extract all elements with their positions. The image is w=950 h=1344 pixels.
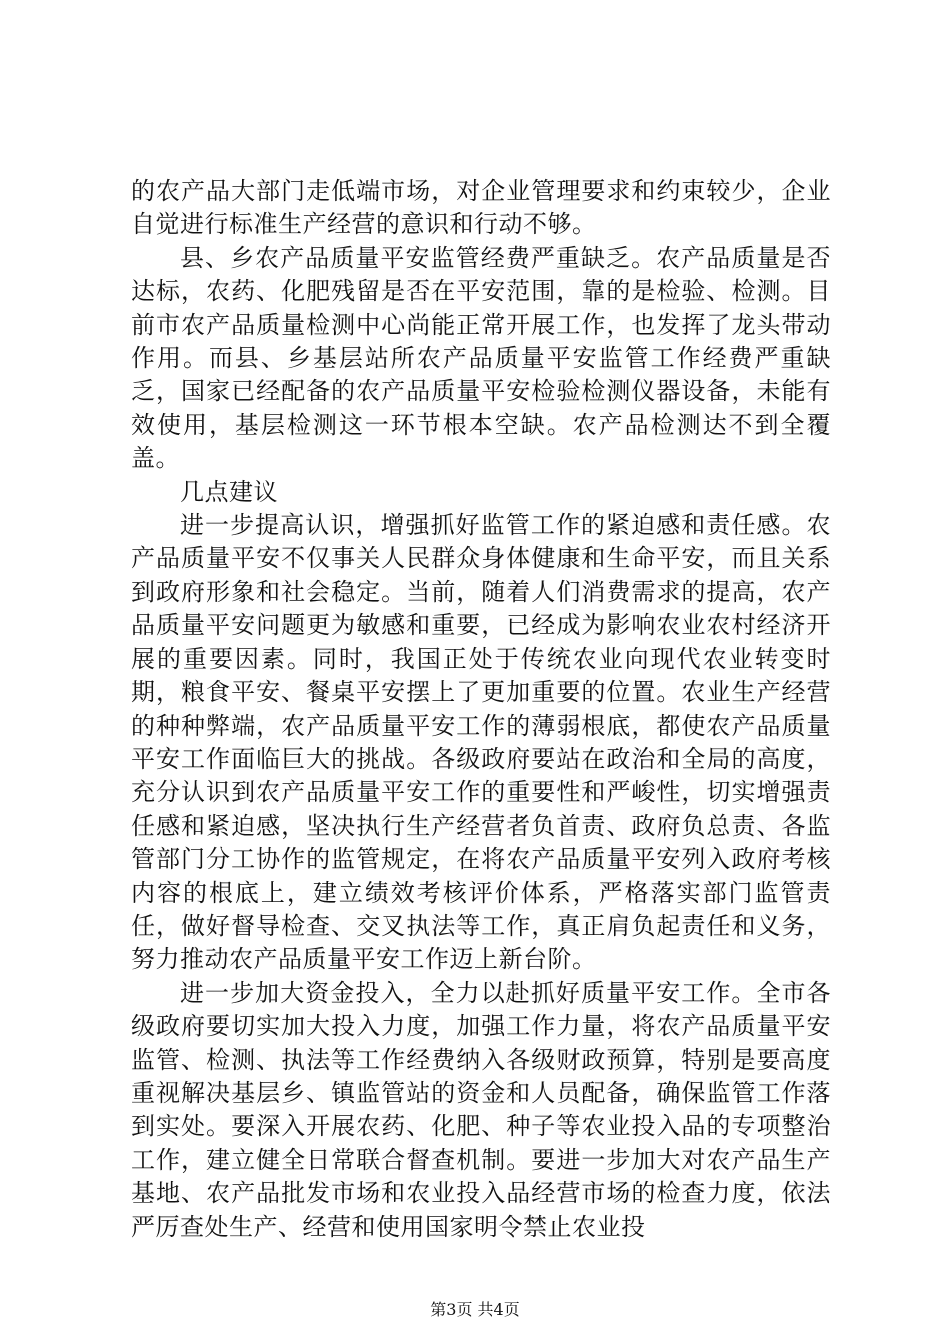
section-heading-suggestions: 几点建议 bbox=[180, 477, 278, 506]
page-number-footer: 第3页 共4页 bbox=[430, 1300, 520, 1319]
paragraph-4: 进一步加大资金投入，全力以赴抓好质量平安工作。全市各级政府要切实加大投入力度，加强工作力量，将农产品质量平安监管、检测、执法等工作经费纳入各级财政预算，特别是要高度重视解决基层乡、镇监管站的资金和人员配备，确保监管工作落到实处。要深入开展农药、化肥、种子等农业投入品的专项整治工作，建立健全日常联合督查机制。要进一步加大对农产品生产基地、农产品批发市场和农业投入品经营市场的检查力度，依法严厉查处生产、经营和使用国家明令禁止农业投 bbox=[131, 978, 831, 1241]
paragraph-2: 县、乡农产品质量平安监管经费严重缺乏。农产品质量是否达标，农药、化肥残留是否在平安范围，靠的是检验、检测。目前市农产品质量检测中心尚能正常开展工作，也发挥了龙头带动作用。而县、乡基层站所农产品质量平安监管工作经费严重缺乏，国家已经配备的农产品质量平安检验检测仪器设备，未能有效使用，基层检测这一环节根本空缺。农产品检测达不到全覆盖。 bbox=[131, 243, 831, 473]
document-body bbox=[131, 175, 831, 1244]
paragraph-3: 进一步提高认识，增强抓好监管工作的紧迫感和责任感。农产品质量平安不仅事关人民群众身体健康和生命平安，而且关系到政府形象和社会稳定。当前，随着人们消费需求的提高，农产品质量平安问题更为敏感和重要，已经成为影响农业农村经济开展的重要因素。同时，我国正处于传统农业向现代农业转变时期，粮食平安、餐桌平安摆上了更加重要的位置。农业生产经营的种种弊端，农产品质量平安工作的薄弱根底，都使农产品质量平安工作面临巨大的挑战。各级政府要站在政治和全局的高度，充分认识到农产品质量平安工作的重要性和严峻性，切实增强责任感和紧迫感，坚决执行生产经营者负首责、政府负总责、各监管部门分工协作的监管规定，在将农产品质量平安列入政府考核内容的根底上，建立绩效考核评价体系，严格落实部门监管责任，做好督导检查、交叉执法等工作，真正肩负起责任和义务，努力推动农产品质量平安工作迈上新台阶。 bbox=[131, 511, 831, 974]
paragraph-1: 的农产品大部门走低端市场，对企业管理要求和约束较少，企业自觉进行标准生产经营的意识和行动不够。 bbox=[131, 177, 831, 239]
